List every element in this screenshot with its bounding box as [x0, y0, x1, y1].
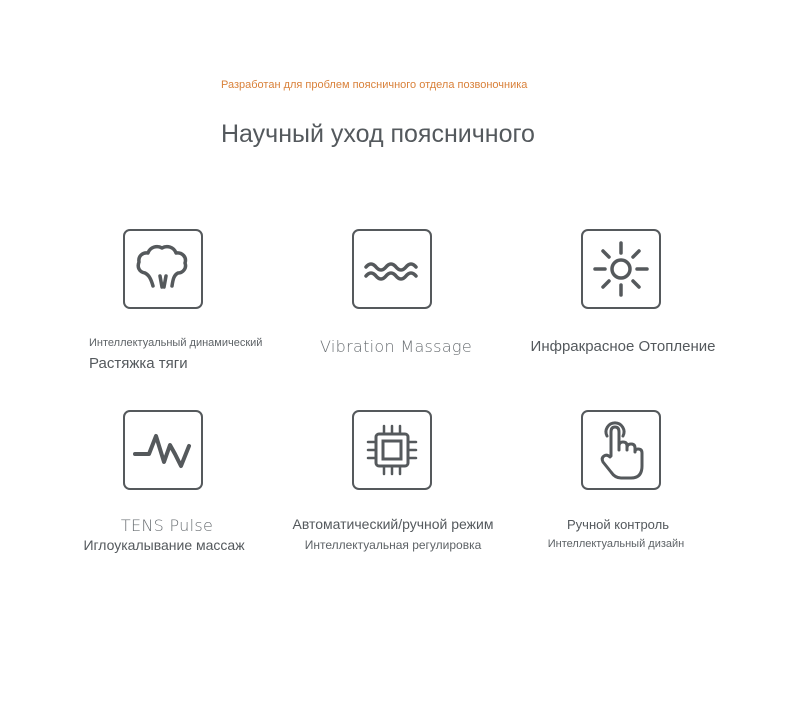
feature-manual-sub-label: Интеллектуальный дизайн — [547, 538, 685, 550]
feature-tens-icon-box — [123, 410, 203, 490]
page-title: Научный уход поясничного — [221, 120, 535, 148]
feature-manual-icon-box — [581, 410, 661, 490]
feature-tens-sub-label: Иглоукалывание массаж — [83, 537, 245, 553]
hand-pointer-icon — [583, 412, 659, 488]
feature-stretch-icon-box — [123, 229, 203, 309]
pulse-icon — [125, 412, 201, 488]
feature-tens-label: TENS Pulse — [120, 516, 214, 535]
feature-mode-label: Автоматический/ручной режим — [292, 516, 494, 532]
feature-mode-sub-label: Интеллектуальная регулировка — [304, 538, 482, 552]
feature-mode-icon-box — [352, 410, 432, 490]
header-subtitle: Разработан для проблем поясничного отдела позвоночника — [221, 79, 528, 91]
feature-stretch-label: Растяжка тяги — [89, 355, 188, 372]
feature-infrared-icon-box — [581, 229, 661, 309]
feature-vibration-label: Vibration Massage — [320, 337, 472, 356]
chip-icon — [354, 412, 430, 488]
feature-manual-label: Ручной контроль — [567, 517, 669, 532]
tree-icon — [125, 231, 201, 307]
feature-vibration-icon-box — [352, 229, 432, 309]
feature-stretch-small-label: Интеллектуальный динамический — [89, 337, 263, 349]
sun-icon — [583, 231, 659, 307]
waves-icon — [354, 231, 430, 307]
feature-infrared-label: Инфракрасное Отопление — [530, 338, 716, 355]
